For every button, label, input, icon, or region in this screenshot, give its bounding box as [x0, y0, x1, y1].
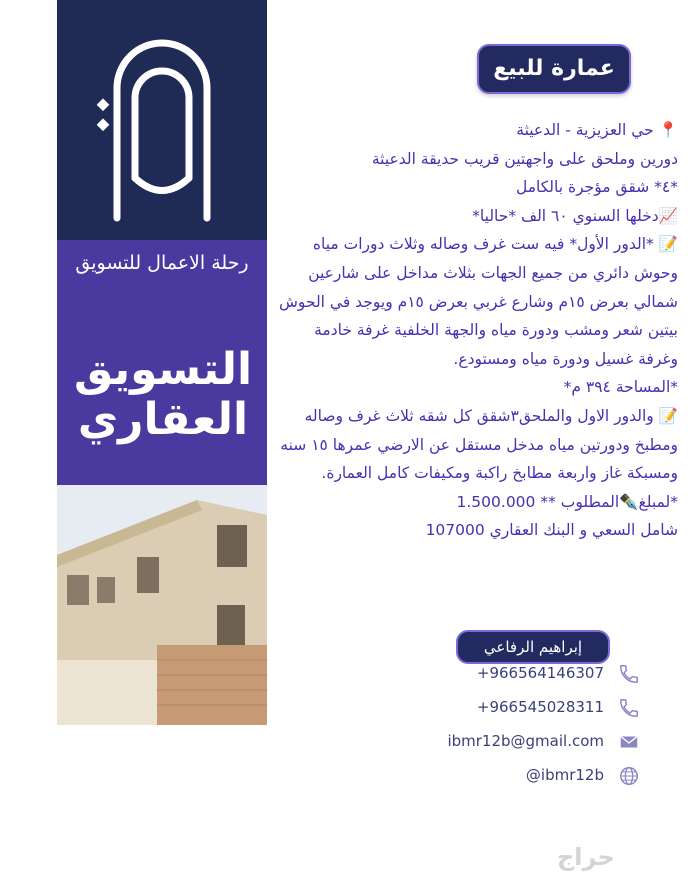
- phone-number[interactable]: +966545028311: [476, 698, 604, 716]
- sidebar-panel: [57, 0, 267, 875]
- marketing-title: [63, 345, 263, 445]
- description-line: 📝 *الدور الأول* فيه ست غرف وصاله وثلاث دورات مياه وحوش دائري من جميع الجهات بثلاث مداخل على شارعين شمالي بعرض ١٥م وشارع غربي بعرض ١٥م ويوجد في الحوش بيتين شعر ومشب ودورة مياه والجهة الخلفية غرفة خادمة وغرفة غسيل ودورة مياه ومستودع.: [279, 235, 678, 368]
- phone-icon: [618, 697, 640, 719]
- agent-name-badge: إبراهيم الرفاعي: [456, 630, 610, 664]
- mail-icon: [618, 731, 640, 753]
- description-line: *٤* شقق مؤجرة بالكامل: [515, 178, 678, 197]
- description-line: 📈دخلها السنوي ٦٠ الف *حاليا*: [472, 206, 678, 225]
- phone-icon: [618, 663, 640, 685]
- description-line: *لمبلغ✒️المطلوب ** 1.500.000: [456, 492, 678, 511]
- description-line: شامل السعي و البنك العقاري 107000: [425, 521, 678, 540]
- description-line: 📝 والدور الاول والملحق٣شقق كل شقه ثلاث غرف وصاله ومطبخ ودورتين مياه مدخل مستقل عن الارضي عمرها ١٥ سنه: [280, 406, 678, 454]
- marketing-title-line1: التسويق: [73, 344, 253, 395]
- description-line: ومسبكة غاز واربعة مطابخ راكبة ومكيفات كامل العمارة.: [321, 464, 678, 483]
- brand-name: رحلة الاعمال للتسويق: [75, 252, 249, 274]
- logo-panel: [57, 0, 267, 240]
- building-photo: [57, 485, 267, 875]
- brand-logo: [97, 28, 227, 228]
- watermark: حراج: [557, 843, 615, 871]
- description-line: *المساحة ٣٩٤ م*: [563, 378, 678, 397]
- for-sale-badge: عمارة للبيع: [477, 44, 631, 94]
- contact-email[interactable]: [380, 726, 642, 756]
- description-line: 📍 حي العزيزية - الدعيثة: [516, 121, 678, 139]
- description-line: دورين وملحق على واجهتين قريب حديقة الدعيثة: [371, 149, 678, 168]
- property-description: [278, 116, 678, 545]
- phone-number[interactable]: +966564146307: [476, 664, 604, 682]
- email-address[interactable]: ibmr12b@gmail.com: [447, 732, 604, 750]
- contact-phone-1[interactable]: [380, 658, 642, 688]
- social-handle[interactable]: @ibmr12b: [525, 766, 604, 784]
- marketing-title-line2: العقاري: [77, 394, 249, 445]
- globe-icon: [618, 765, 640, 787]
- contact-social[interactable]: [380, 760, 642, 790]
- contact-phone-2[interactable]: [380, 692, 642, 722]
